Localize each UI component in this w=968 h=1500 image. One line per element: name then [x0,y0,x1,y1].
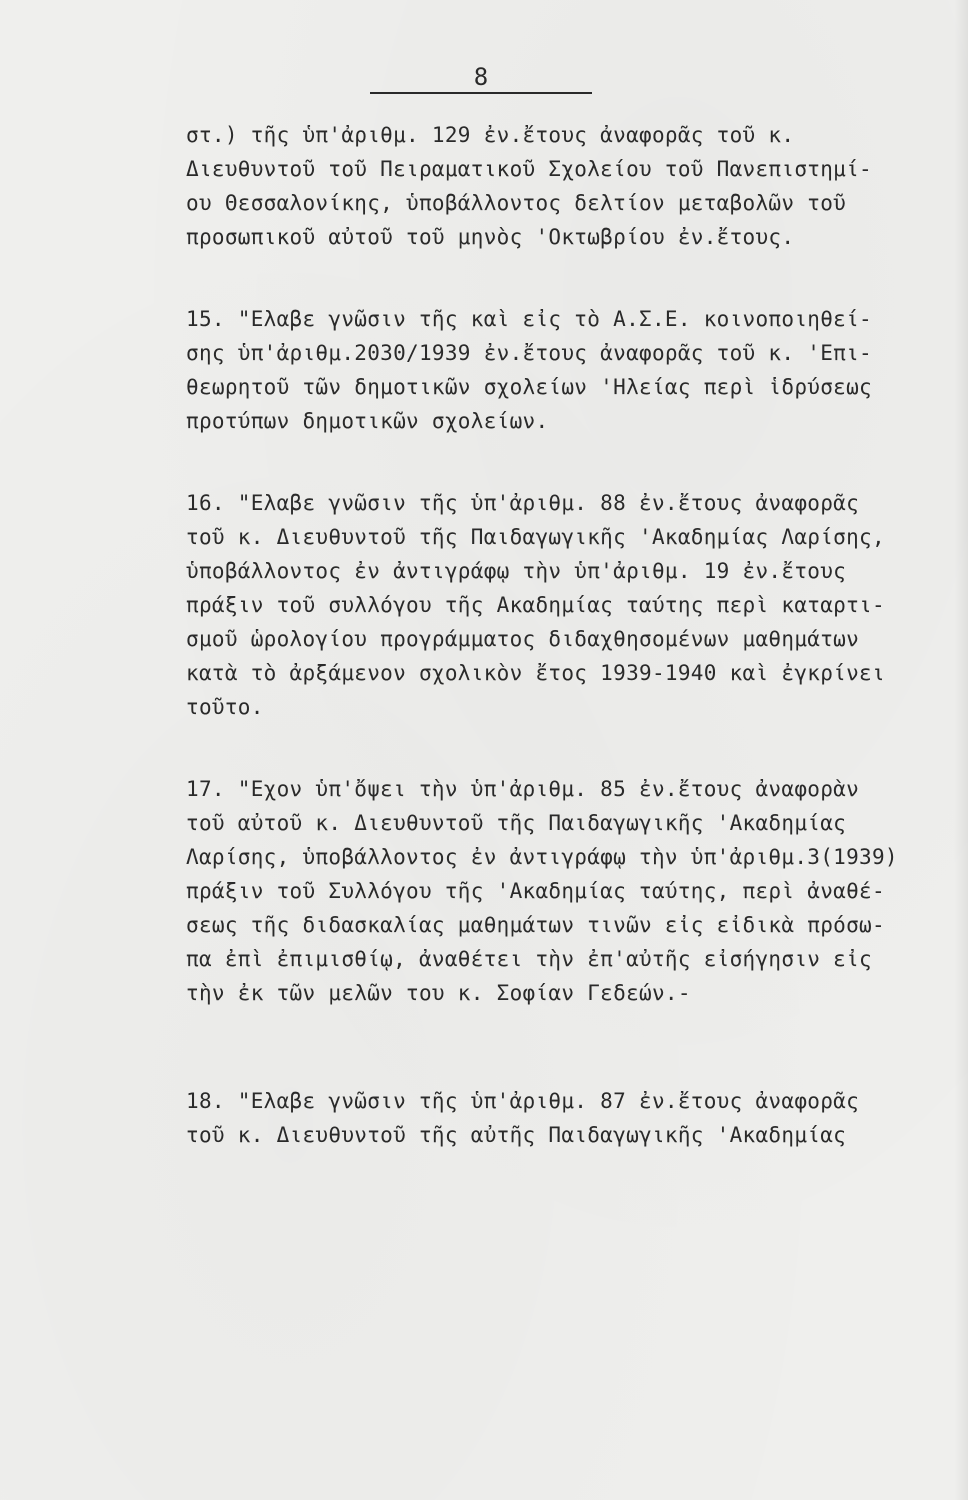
text-line: στ.) τῆς ὑπ'ἀριθμ. 129 ἐν.ἔτους ἀναφορᾶς τοῦ κ. [186,123,795,147]
paragraph-gap [186,254,938,302]
text-line: 17. "Εχον ὑπ'ὄψει τὴν ὑπ'ἀριθμ. 85 ἐν.ἔτους ἀναφορὰν [186,777,860,801]
document-body [186,118,938,1152]
page-number: 8 [370,62,592,94]
page-edge-shadow [954,0,968,1500]
text-line: πράξιν τοῦ Συλλόγου τῆς 'Ακαδημίας ταύτης, περὶ ἀναθέ- [186,879,885,903]
text-line: Διευθυντοῦ τοῦ Πειραματικοῦ Σχολείου τοῦ Πανεπιστημί- [186,157,872,181]
text-line: τὴν ἐκ τῶν μελῶν του κ. Σοφίαν Γεδεών.- [186,981,691,1005]
paragraph-item-18 [186,1084,938,1152]
page-header [370,62,592,94]
text-line: τοῦ αὐτοῦ κ. Διευθυντοῦ τῆς Παιδαγωγικῆς 'Ακαδημίας [186,811,847,835]
text-line: 16. "Ελαβε γνῶσιν τῆς ὑπ'ἀριθμ. 88 ἐν.ἔτους ἀναφορᾶς [186,491,860,515]
text-line: σμοῦ ὡρολογίου προγράμματος διδαχθησομένων μαθημάτων [186,627,860,651]
paragraph-gap [186,438,938,486]
text-line: ου Θεσσαλονίκης, ὑποβάλλοντος δελτίον μεταβολῶν τοῦ [186,191,847,215]
paragraph-gap [186,724,938,772]
text-line: τοῦ κ. Διευθυντοῦ τῆς Παιδαγωγικῆς 'Ακαδημίας Λαρίσης, [186,525,885,549]
paragraph-item-17 [186,772,938,1010]
text-line: τοῦ κ. Διευθυντοῦ τῆς αὐτῆς Παιδαγωγικῆς 'Ακαδημίας [186,1123,847,1147]
text-line: 18. "Ελαβε γνῶσιν τῆς ὑπ'ἀριθμ. 87 ἐν.ἔτους ἀναφορᾶς [186,1089,860,1113]
text-line: θεωρητοῦ τῶν δημοτικῶν σχολείων 'Ηλείας περὶ ἱδρύσεως [186,375,872,399]
text-line: ὑποβάλλοντος ἐν ἀντιγράφῳ τὴν ὑπ'ἀριθμ. 19 ἐν.ἔτους [186,559,847,583]
paragraph-item-16 [186,486,938,724]
paragraph-item-15 [186,302,938,438]
text-line: Λαρίσης, ὑποβάλλοντος ἐν ἀντιγράφῳ τὴν ὑπ'ἀριθμ.3(1939) [186,845,898,869]
paragraph-continuation [186,118,938,254]
text-line: πα ἐπὶ ἐπιμισθίῳ, ἀναθέτει τὴν ἐπ'αὐτῆς εἰσήγησιν εἰς [186,947,872,971]
text-line: προτύπων δημοτικῶν σχολείων. [186,409,549,433]
text-line: 15. "Ελαβε γνῶσιν τῆς καὶ εἰς τὸ Α.Σ.Ε. κοινοποιηθεί- [186,307,872,331]
text-line: κατὰ τὸ ἀρξάμενον σχολικὸν ἔτος 1939-1940 καὶ ἐγκρίνει [186,661,885,685]
text-line: πράξιν τοῦ συλλόγου τῆς Ακαδημίας ταύτης περὶ καταρτι- [186,593,885,617]
paragraph-gap [186,1010,938,1084]
text-line: τοῦτο. [186,695,264,719]
text-line: σεως τῆς διδασκαλίας μαθημάτων τινῶν εἰς εἰδικὰ πρόσω- [186,913,885,937]
text-line: προσωπικοῦ αὐτοῦ τοῦ μηνὸς 'Οκτωβρίου ἐν.ἔτους. [186,225,795,249]
text-line: σης ὑπ'ἀριθμ.2030/1939 ἐν.ἔτους ἀναφορᾶς τοῦ κ. 'Επι- [186,341,872,365]
